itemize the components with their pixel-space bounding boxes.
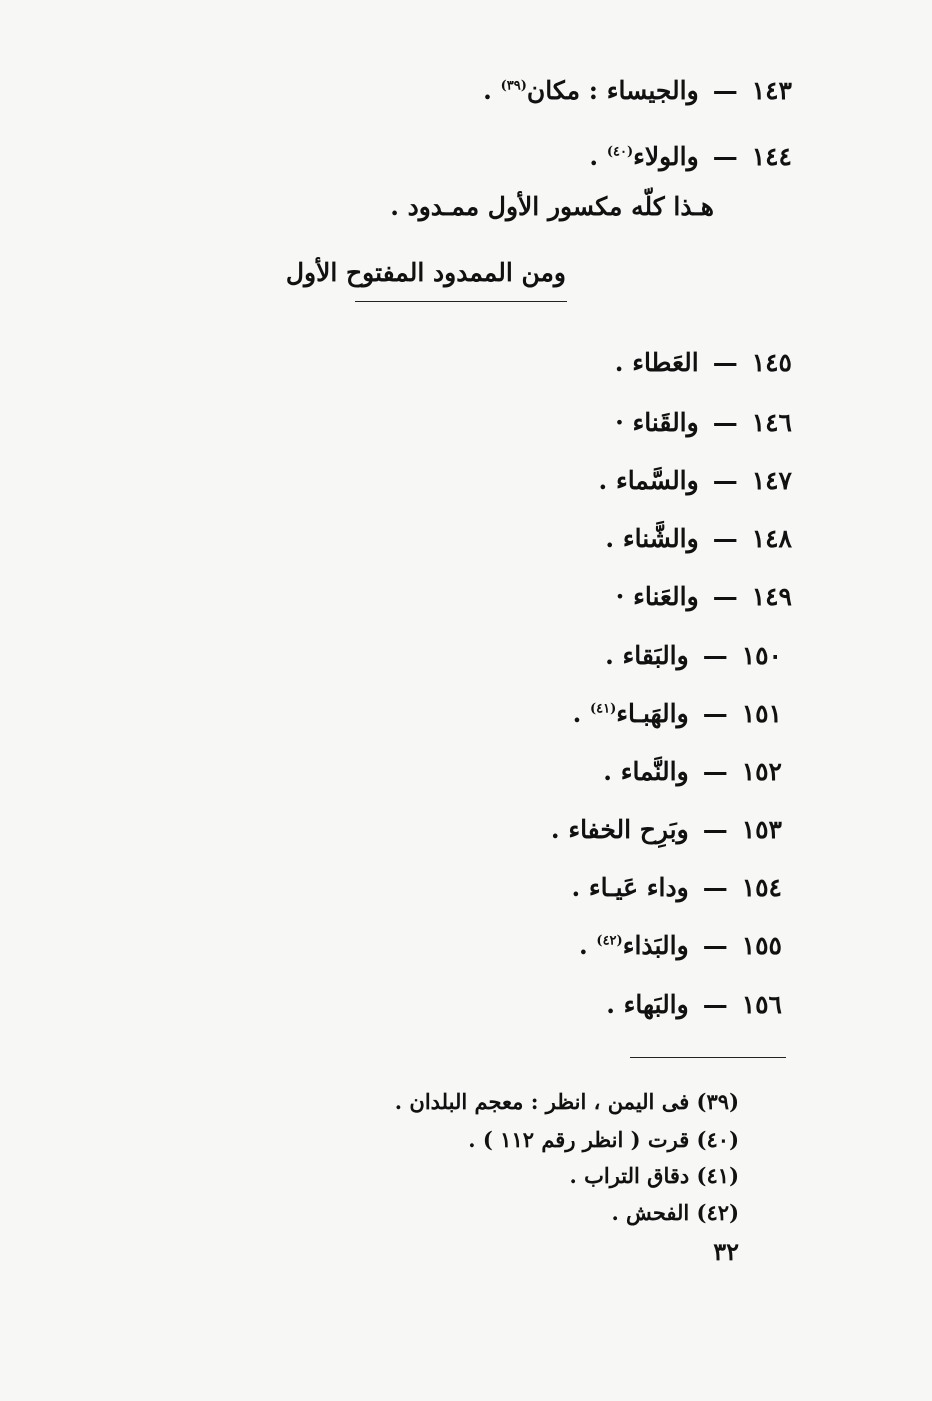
- entry-dash: —: [702, 990, 728, 1019]
- footnote-separator: [630, 1057, 786, 1058]
- entry-143: [483, 74, 792, 108]
- entry-148: [605, 522, 792, 556]
- footnote-41: (٤١) دقاق التراب .: [569, 1163, 739, 1188]
- page-number: ٣٢: [713, 1237, 739, 1266]
- entry-156: [606, 988, 782, 1022]
- entry-dash: —: [712, 582, 738, 611]
- entry-end: .: [605, 524, 615, 553]
- entry-end: .: [589, 142, 599, 171]
- entry-text: والجيساء : مكان: [526, 76, 699, 105]
- entry-155: [579, 929, 782, 963]
- entry-number: ١٥٣: [741, 815, 782, 844]
- entry-text: والسَّماء: [615, 466, 699, 495]
- entry-number: ١٥٤: [741, 873, 782, 902]
- entry-number: ١٥٦: [741, 990, 782, 1019]
- entry-end: .: [614, 348, 624, 377]
- entry-number: ١٤٣: [751, 76, 792, 105]
- entry-text: والهَبـاء: [616, 699, 689, 728]
- entry-number: ١٤٨: [751, 524, 792, 553]
- entry-text: والقَناء: [632, 408, 699, 437]
- entry-dash: —: [702, 757, 728, 786]
- entry-147: [599, 464, 793, 498]
- entry-dash: —: [712, 76, 738, 105]
- summary-line: هـذا كلّه مكسور الأول ممـدود .: [390, 192, 714, 221]
- footnote-reference: (٤٢): [596, 933, 623, 949]
- entry-150: [605, 639, 782, 673]
- footnote-reference: (٤١): [590, 701, 617, 717]
- entry-text: والشَّناء: [622, 524, 699, 553]
- entry-text: والعَناء: [633, 582, 699, 611]
- entry-text: والبَذاء: [622, 931, 689, 960]
- entry-text: والبَقاء: [622, 641, 689, 670]
- entry-dash: —: [702, 699, 728, 728]
- entry-text: وداء عَيـاء: [588, 873, 689, 902]
- entry-dash: —: [712, 466, 738, 495]
- entry-end: .: [572, 699, 582, 728]
- entry-end: .: [605, 641, 614, 670]
- entry-number: ١٤٦: [751, 408, 792, 437]
- entry-text: والنَّماء: [620, 757, 689, 786]
- entry-number: ١٥٢: [741, 757, 782, 786]
- entry-text: العَطاء: [632, 348, 699, 377]
- entry-number: ١٥١: [741, 699, 782, 728]
- subheading-underline: [355, 301, 567, 302]
- entry-end: .: [550, 815, 560, 844]
- section-subheading: ومن الممدود المفتوح الأول: [285, 258, 566, 287]
- entry-146: [615, 406, 792, 440]
- footnote-40: (٤٠) قرت ( انظر رقم ١١٢ ) .: [468, 1127, 739, 1152]
- entry-dash: —: [702, 815, 728, 844]
- entry-end: ·: [615, 408, 624, 437]
- footnote-reference: (٤٠): [606, 144, 634, 160]
- entry-number: ١٤٥: [751, 348, 792, 377]
- entry-153: [551, 813, 782, 847]
- entry-number: ١٥٥: [741, 931, 782, 960]
- entry-number: ١٤٩: [751, 582, 792, 611]
- entry-end: .: [578, 931, 588, 960]
- entry-text: وبَرِح الخفاء: [568, 815, 689, 844]
- entry-end: .: [606, 990, 615, 1019]
- entry-text: والبَهاء: [623, 990, 689, 1019]
- entry-end: .: [603, 757, 612, 786]
- entry-end: .: [571, 873, 581, 902]
- entry-dash: —: [702, 873, 728, 902]
- entry-end: .: [483, 76, 492, 105]
- entry-154: [571, 871, 782, 905]
- entry-144: [589, 140, 792, 174]
- entry-dash: —: [712, 524, 738, 553]
- entry-152: [603, 755, 782, 789]
- entry-text: والولاء: [633, 142, 699, 171]
- entry-dash: —: [712, 348, 738, 377]
- entry-dash: —: [712, 142, 738, 171]
- entry-dash: —: [712, 408, 738, 437]
- footnote-reference: (٣٩): [500, 78, 527, 94]
- entry-dash: —: [702, 641, 728, 670]
- footnote-39: (٣٩) فى اليمن ، انظر : معجم البلدان .: [394, 1089, 739, 1114]
- entry-number: ١٥٠: [741, 641, 782, 670]
- entry-number: ١٤٤: [751, 142, 792, 171]
- entry-number: ١٤٧: [751, 466, 792, 495]
- entry-151: [573, 697, 782, 731]
- entry-dash: —: [702, 931, 728, 960]
- entry-end: .: [598, 466, 608, 495]
- entry-145: [615, 346, 792, 380]
- footnote-42: (٤٢) الفحش .: [611, 1200, 739, 1225]
- entry-end: ·: [615, 582, 625, 611]
- entry-149: [616, 580, 792, 614]
